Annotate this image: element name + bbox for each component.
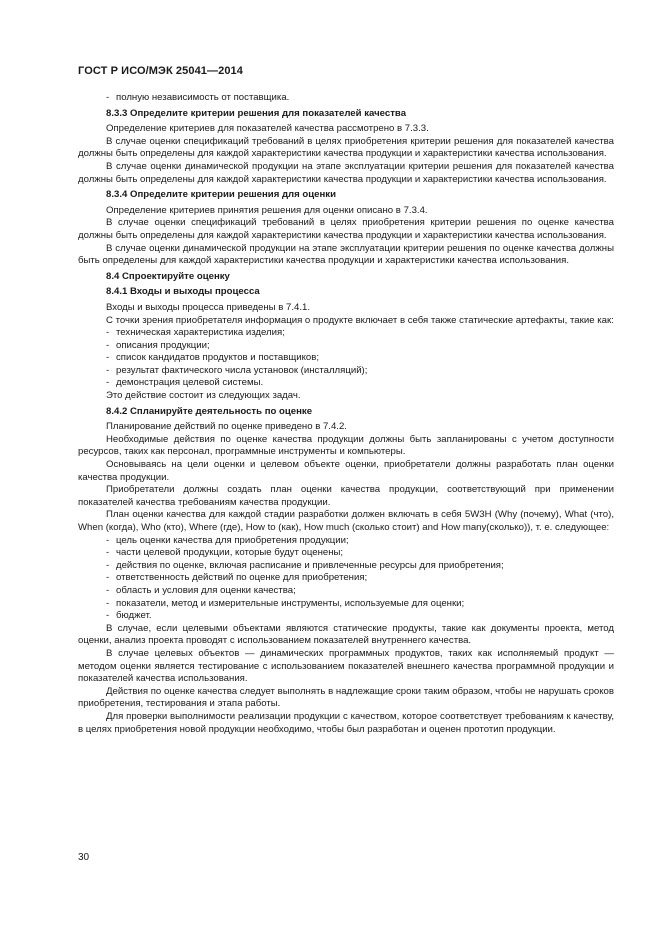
paragraph: Планирование действий по оценке приведено в 7.4.2. [106,421,347,433]
list-item: - описания продукции; [78,340,614,353]
paragraph: В случае целевых объектов — динамических программных продуктов, таких как исполняемый продукт — методом оценки является тестирование с использованием показателей внешнего качества программной продукции и показателей качества использования. [78,647,614,685]
paragraph: Определение критериев для показателей качества рассмотрено в 7.3.3. [106,123,429,135]
section-heading: 8.3.3 Определите критерии решения для показателей качества [106,107,407,119]
list-item: - техническая характеристика изделия; [78,327,614,340]
section-heading: 8.4.1 Входы и выходы процесса [106,286,260,298]
list-item: - список кандидатов продуктов и поставщиков; [78,352,614,365]
paragraph: В случае оценки спецификаций требований в целях приобретения критерии решения для показателей качества должны быть определены для каждой характеристики качества продукции и характеристики качества использования. [78,135,614,160]
paragraph: Это действие состоит из следующих задач. [106,390,301,402]
paragraph: Необходимые действия по оценке качества продукции должны быть запланированы с учетом доступности ресурсов, таких как персонал, программные инструменты и компьютеры. [78,433,614,458]
list-item: - действия по оценке, включая расписание и привлеченные ресурсы для приобретения; [78,560,614,573]
list-item: - ответственность действий по оценке для приобретения; [78,572,614,585]
paragraph: Определение критериев принятия решения для оценки описано в 7.3.4. [106,204,428,216]
section-heading: 8.4 Спроектируйте оценку [106,270,230,282]
paragraph: Основываясь на цели оценки и целевом объекте оценки, приобретатели должны разработать план оценки качества продукции. [78,459,614,483]
list-item: - результат фактического числа установок (инсталляций); [78,365,614,378]
paragraph: План оценки качества для каждой стадии разработки должен включать в себя 5W3H (Why (почему), What (что), When (когда), Who (кто), Where (где), How to (как), How much (сколько стоит) and How many(сколько)), т. е. следующее: [78,509,614,533]
list-item: - демонстрация целевой системы. [78,377,614,390]
paragraph: В случае, если целевыми объектами являются статические продукты, такие как документы проекта, метод оценки, анализ проекта проводят с использованием показателей внутреннего качества. [78,622,614,647]
page-number: 30 [78,852,90,863]
paragraph: В случае оценки динамической продукции на этапе эксплуатации критерии решения по оценке качества должны быть определены для каждой характеристики качества продукции и характеристики качества использования. [78,242,614,267]
paragraph: С точки зрения приобретателя информация о продукте включает в себя также статические артефакты, такие как: [106,314,614,326]
list-item: - полную независимость от поставщика. [78,92,614,105]
section-heading: 8.4.2 Спланируйте деятельность по оценке [106,405,313,417]
list-item: - части целевой продукции, которые будут оценены; [78,547,614,560]
paragraph: Действия по оценке качества следует выполнять в надлежащие сроки таким образом, чтобы не нарушать сроков приобретения, тестирования и этапа работы. [78,685,614,710]
paragraph: В случае оценки спецификаций требований в целях приобретения критерии решения по оценке качества должны быть определены для каждой характеристики качества продукции и характеристики качества использования. [78,217,614,241]
list-item: - бюджет. [78,610,614,623]
document-header: ГОСТ Р ИСО/МЭК 25041—2014 [78,65,243,77]
section-heading: 8.3.4 Определите критерии решения для оценки [106,189,337,201]
paragraph: Для проверки выполнимости реализации продукции с качеством, которое соответствует требованиям к качеству, в целях приобретения новой продукции необходимо, чтобы был разработан и оценен прототип продукции. [78,710,614,735]
paragraph: Входы и выходы процесса приведены в 7.4.1. [106,301,310,313]
document-body [78,92,614,736]
list-item: - цель оценки качества для приобретения продукции; [78,535,614,548]
list-item: - область и условия для оценки качества; [78,585,614,598]
paragraph: Приобретатели должны создать план оценки качества продукции, соответствующий при применении показателей качества требованиям качества продукции. [78,484,614,508]
list-item: - показатели, метод и измерительные инструменты, используемые для оценки; [78,598,614,611]
paragraph: В случае оценки динамической продукции на этапе эксплуатации критерии решения для показателей качества должны быть определены для каждой характеристики качества продукции и характеристики качества использования. [78,160,614,185]
